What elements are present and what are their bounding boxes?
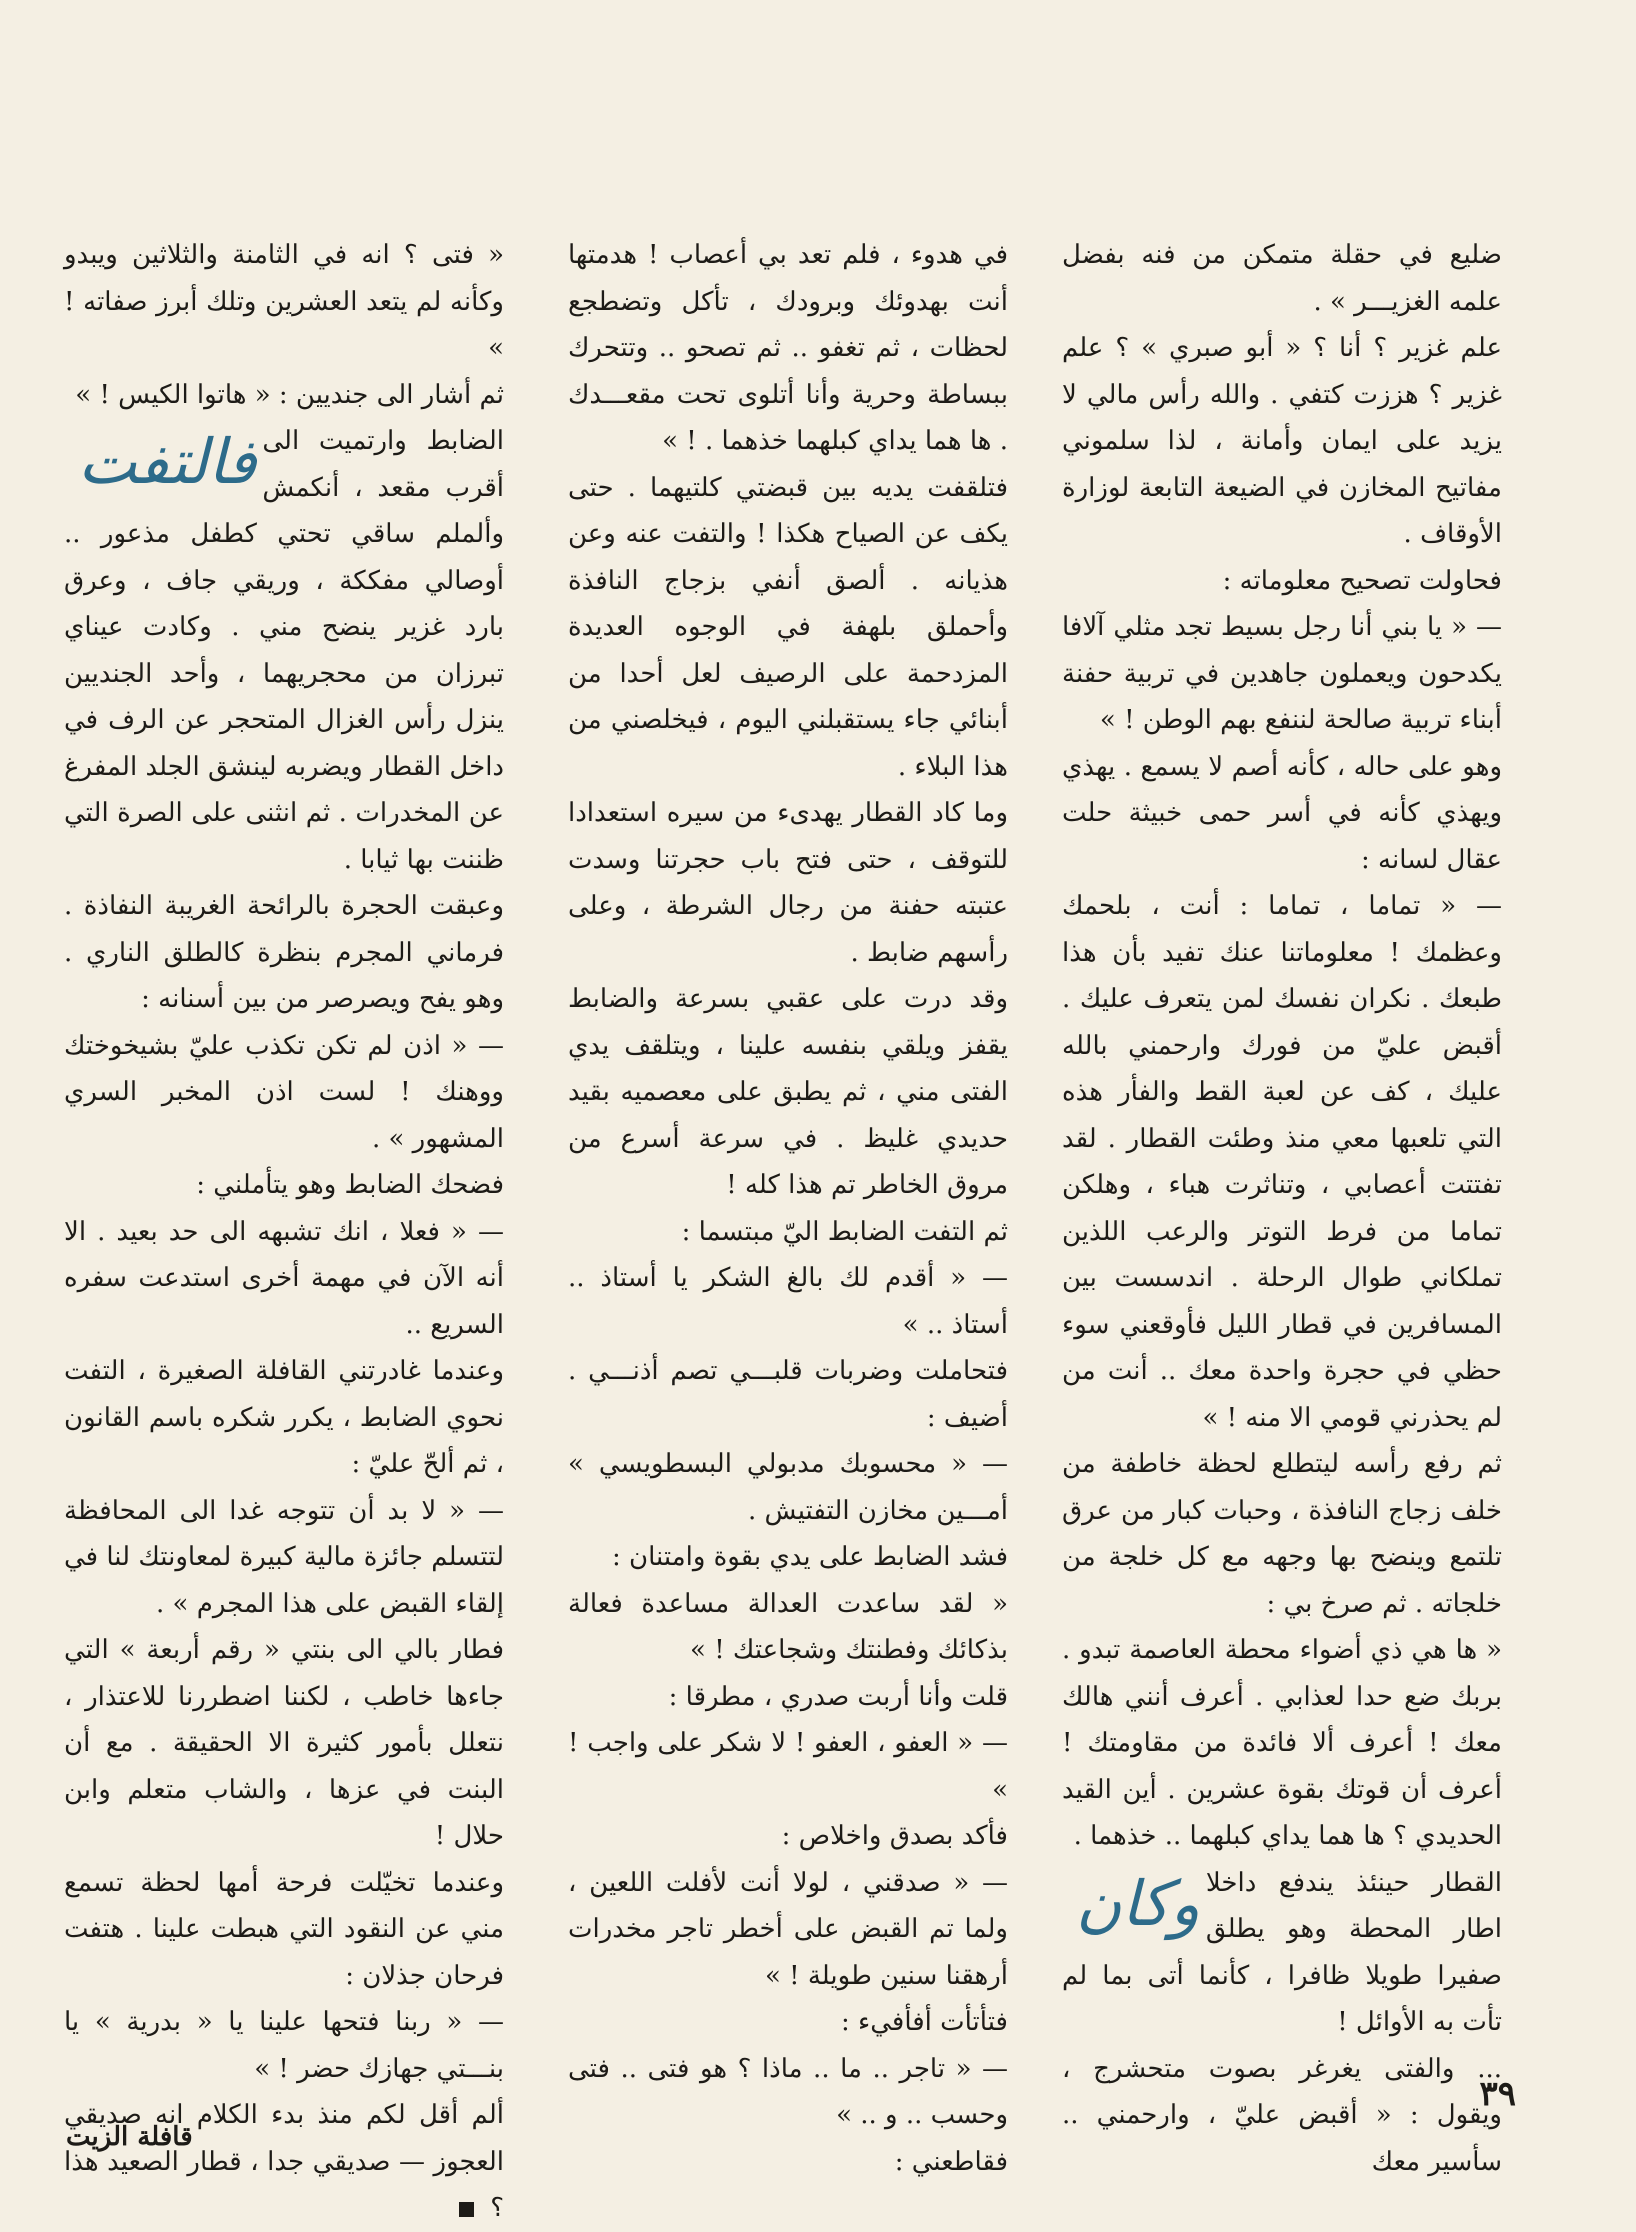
paragraph: « ها هي ذي أضواء محطة العاصمة تبدو . بربك ضع حدا لعذابي . أعرف أنني هالك معك ! أعرف ألا فائدة من مقاومتك ! أعرف أن قوتك بقوة عشرين . أين القيد الحديدي ؟ ها هما يداي كبلهما .. خذهما . — [1062, 1635, 1502, 1851]
paragraph: ثم التفت الضابط اليّ مبتسما : — [681, 1216, 1008, 1247]
paragraph: — « اذن لم تكن تكذب عليّ بشيخوختك ووهنك ! لست اذن المخبر السري المشهور » . — [64, 1030, 504, 1154]
paragraph: — « صدقني ، لولا أنت لأفلت اللعين ، ولما تم القبض على أخطر تاجر مخدرات أرهقنا سنين طويلة ! » — [568, 1867, 1008, 1991]
paragraph: وعبقت الحجرة بالرائحة الغريبة النفاذة . فرماني المجرم بنظرة كالطلق الناري . وهو يفح ويصرصر من بين أسنانه : — [64, 891, 504, 1014]
paragraph: فشد الضابط على يدي بقوة وامتنان : — [611, 1542, 1008, 1572]
paragraph: ثم أشار الى جنديين : « هاتوا الكيس ! » — [75, 379, 504, 410]
paragraph: فتحاملت وضربات قلبـــي تصم أذنـــي . أضيف : — [568, 1356, 1008, 1433]
paragraph: — « تماما ، تماما : أنت ، بلحمك وعظمك ! معلوماتنا عنك تفيد بأن هذا طبعك . نكران نفسك لمن يتعرف عليك . أقبض عليّ من فورك وارحمني بالله عليك ، كف عن لعبة القط والفأر هذه التي تلعبها معي منذ وطئت القطار . لقد تفتتت أعصابي ، وتناثرت هباء ، وهلكن تماما من فرط التوتر والرعب اللذين تملكاني طوال الرحلة . اندسست بين المسافرين في قطار الليل فأوقعني سوء حظي في حجرة واحدة معك .. أنت من لم يحذرني قومي الا منه ! » — [1062, 891, 1502, 1433]
page-number: ٣٩ — [1479, 2074, 1516, 2114]
paragraph: وهو على حاله ، كأنه أصم لا يسمع . يهذي ويهذي كأنه في أسر حمى خبيثة حلت عقال لسانه : — [1062, 751, 1502, 875]
paragraph: فطار بالي الى بنتي « رقم أربعة » التي جاءها خاطب ، لكننا اضطررنا للاعتذار ، نتعلل بأمور كثيرة الا الحقيقة . مع أن البنت في عزها ، والشاب متعلم وابن حلال ! — [64, 1635, 504, 1851]
paragraph-text: القطار حينئذ يندفع داخلا اطار المحطة وهو يطلق صفيرا طويلا ظافرا ، كأنما أتى بما لم تأت به الأوائل ! — [1062, 1867, 1502, 2037]
paragraph: فضحك الضابط وهو يتأملني : — [196, 1170, 504, 1200]
paragraph — [1062, 1860, 1502, 2046]
paragraph: قلت وأنا أربت صدري ، مطرقا : — [668, 1681, 1008, 1712]
article-column-middle — [568, 232, 1008, 2177]
paragraph: فقاطعني : — [894, 2146, 1008, 2177]
paragraph: في هدوء ، فلم تعد بي أعصاب ! هدمتها أنت بهدوئك وبرودك ، تأكل وتضطجع لحظات ، ثم تغفو .. ثم تصحو .. وتتحرك ببساطة وحرية وأنا أتلوى تحت مقعـــدك . ها هما يداي كبلهما خذهما . ! » — [568, 240, 1008, 456]
paragraph: — « فعلا ، انك تشبهه الى حد بعيد . الا أنه الآن في مهمة أخرى استدعت سفره السريع .. — [64, 1216, 504, 1340]
paragraph: — « يا بني أنا رجل بسيط تجد مثلي آلافا يكدحون ويعملون جاهدين في تربية حفنة أبناء تربية صالحة لننفع بهم الوطن ! » — [1062, 612, 1502, 735]
paragraph: وما كاد القطار يهدىء من سيره استعدادا للتوقف ، حتى فتح باب حجرتنا وسدت عتبته حفنة من رجال الشرطة ، وعلى رأسهم ضابط . — [568, 798, 1008, 968]
paragraph: — « ربنا فتحها علينا يا « بدرية » يا بنـــتي جهازك حضر ! » — [64, 2007, 504, 2084]
paragraph: وعندما تخيّلت فرحة أمها لحظة تسمع مني عن النقود التي هبطت علينا . هتفت فرحان جذلان : — [64, 1867, 504, 1991]
paragraph: فتلقفت يديه بين قبضتي كلتيهما . حتى يكف عن الصياح هكذا ! والتفت عنه وعن هذيانه . ألصق أنفي بزجاج النافذة وأحملق بلهفة في الوجوه العديدة المزدحمة على الرصيف لعل أحدا من أبنائي جاء يستقبلني اليوم ، فيخلصني من هذا البلاء . — [568, 472, 1008, 782]
paragraph-text: ألم أقل لكم منذ بدء الكلام انه صديقي العجوز — صديقي جدا ، قطار الصعيد هذا ؟ — [64, 2100, 504, 2223]
magazine-name-footer: قافلة الزيت — [66, 2122, 193, 2152]
paragraph: ... والفتى يغرغر بصوت متحشرج ، ويقول : « أقبض عليّ ، وارحمني .. سأسير معك — [1062, 2053, 1502, 2177]
paragraph: — « لا بد أن تتوجه غدا الى المحافظة لتتسلم جائزة مالية كبيرة لمعاونتك لنا في إلقاء القبض على هذا المجرم » . — [64, 1495, 504, 1619]
paragraph: « فتى ؟ انه في الثامنة والثلاثين ويبدو وكأنه لم يتعد العشرين وتلك أبرز صفاته ! » — [64, 240, 504, 363]
paragraph: علم غزير ؟ أنا ؟ « أبو صبري » ؟ علم غزير ؟ هززت كتفي . والله رأس مالي لا يزيد على ايمان وأمانة ، لذا سلموني مفاتيح المخازن في الضيعة التابعة لوزارة الأوقاف . — [1062, 333, 1502, 549]
paragraph: ثم رفع رأسه ليتطلع لحظة خاطفة من خلف زجاج النافذة ، وحبات كبار من عرق تلتمع وينضح بها وجهه مع كل خلجة من خلجاته . ثم صرخ بي : — [1062, 1449, 1502, 1619]
paragraph: — « العفو ، العفو ! لا شكر على واجب ! » — [568, 1728, 1008, 1805]
paragraph — [64, 418, 504, 883]
decorative-section-initial: وكان — [1076, 1866, 1200, 1940]
paragraph: ضليع في حقلة متمكن من فنه بفضل علمه الغزيـــر » . — [1062, 240, 1502, 317]
paragraph: وعندما غادرتني القافلة الصغيرة ، التفت نحوي الضابط ، يكرر شكره باسم القانون ، ثم ألحّ عليّ : — [64, 1356, 504, 1479]
end-of-article-square-icon — [459, 2202, 474, 2217]
paragraph: « لقد ساعدت العدالة مساعدة فعالة بذكائك وفطنتك وشجاعتك ! » — [568, 1588, 1008, 1665]
decorative-section-initial: فالتفت — [78, 425, 257, 498]
paragraph: وقد درت على عقبي بسرعة والضابط يقفز ويلقي بنفسه علينا ، ويتلقف يدي الفتى مني ، ثم يطبق على معصميه بقيد حديدي غليظ . في سرعة أسرع من مروق الخاطر تم هذا كله ! — [568, 984, 1008, 1200]
paragraph: — « تاجر .. ما .. ماذا ؟ هو فتى .. فتى وحسب .. و .. » — [568, 2053, 1008, 2130]
paragraph: — « محسوبك مدبولي البسطويسي » أمـــين مخازن التفتيش . — [568, 1449, 1008, 1526]
paragraph: فأكد بصدق واخلاص : — [781, 1821, 1008, 1851]
paragraph — [64, 2092, 504, 2232]
paragraph-text: الضابط وارتميت الى أقرب مقعد ، أنكمش وألملم ساقي تحتي كطفل مذعور .. أوصالي مفككة ، وريقي جاف ، وعرق بارد غزير ينضح مني . وكادت عيناي تبرزان من محجريهما ، وأحد الجنديين ينزل رأس الغزال المتحجر عن الرف في داخل القطار ويضربه لينشق الجلد المفرغ عن المخدرات . ثم انثنى على الصرة التي ظننت بها ثيابا . — [64, 426, 504, 875]
paragraph: — « أقدم لك بالغ الشكر يا أستاذ .. أستاذ .. » — [568, 1263, 1008, 1340]
paragraph: فتأتأت أفأفيء : — [840, 2007, 1008, 2037]
paragraph: فحاولت تصحيح معلوماته : — [1222, 565, 1502, 596]
